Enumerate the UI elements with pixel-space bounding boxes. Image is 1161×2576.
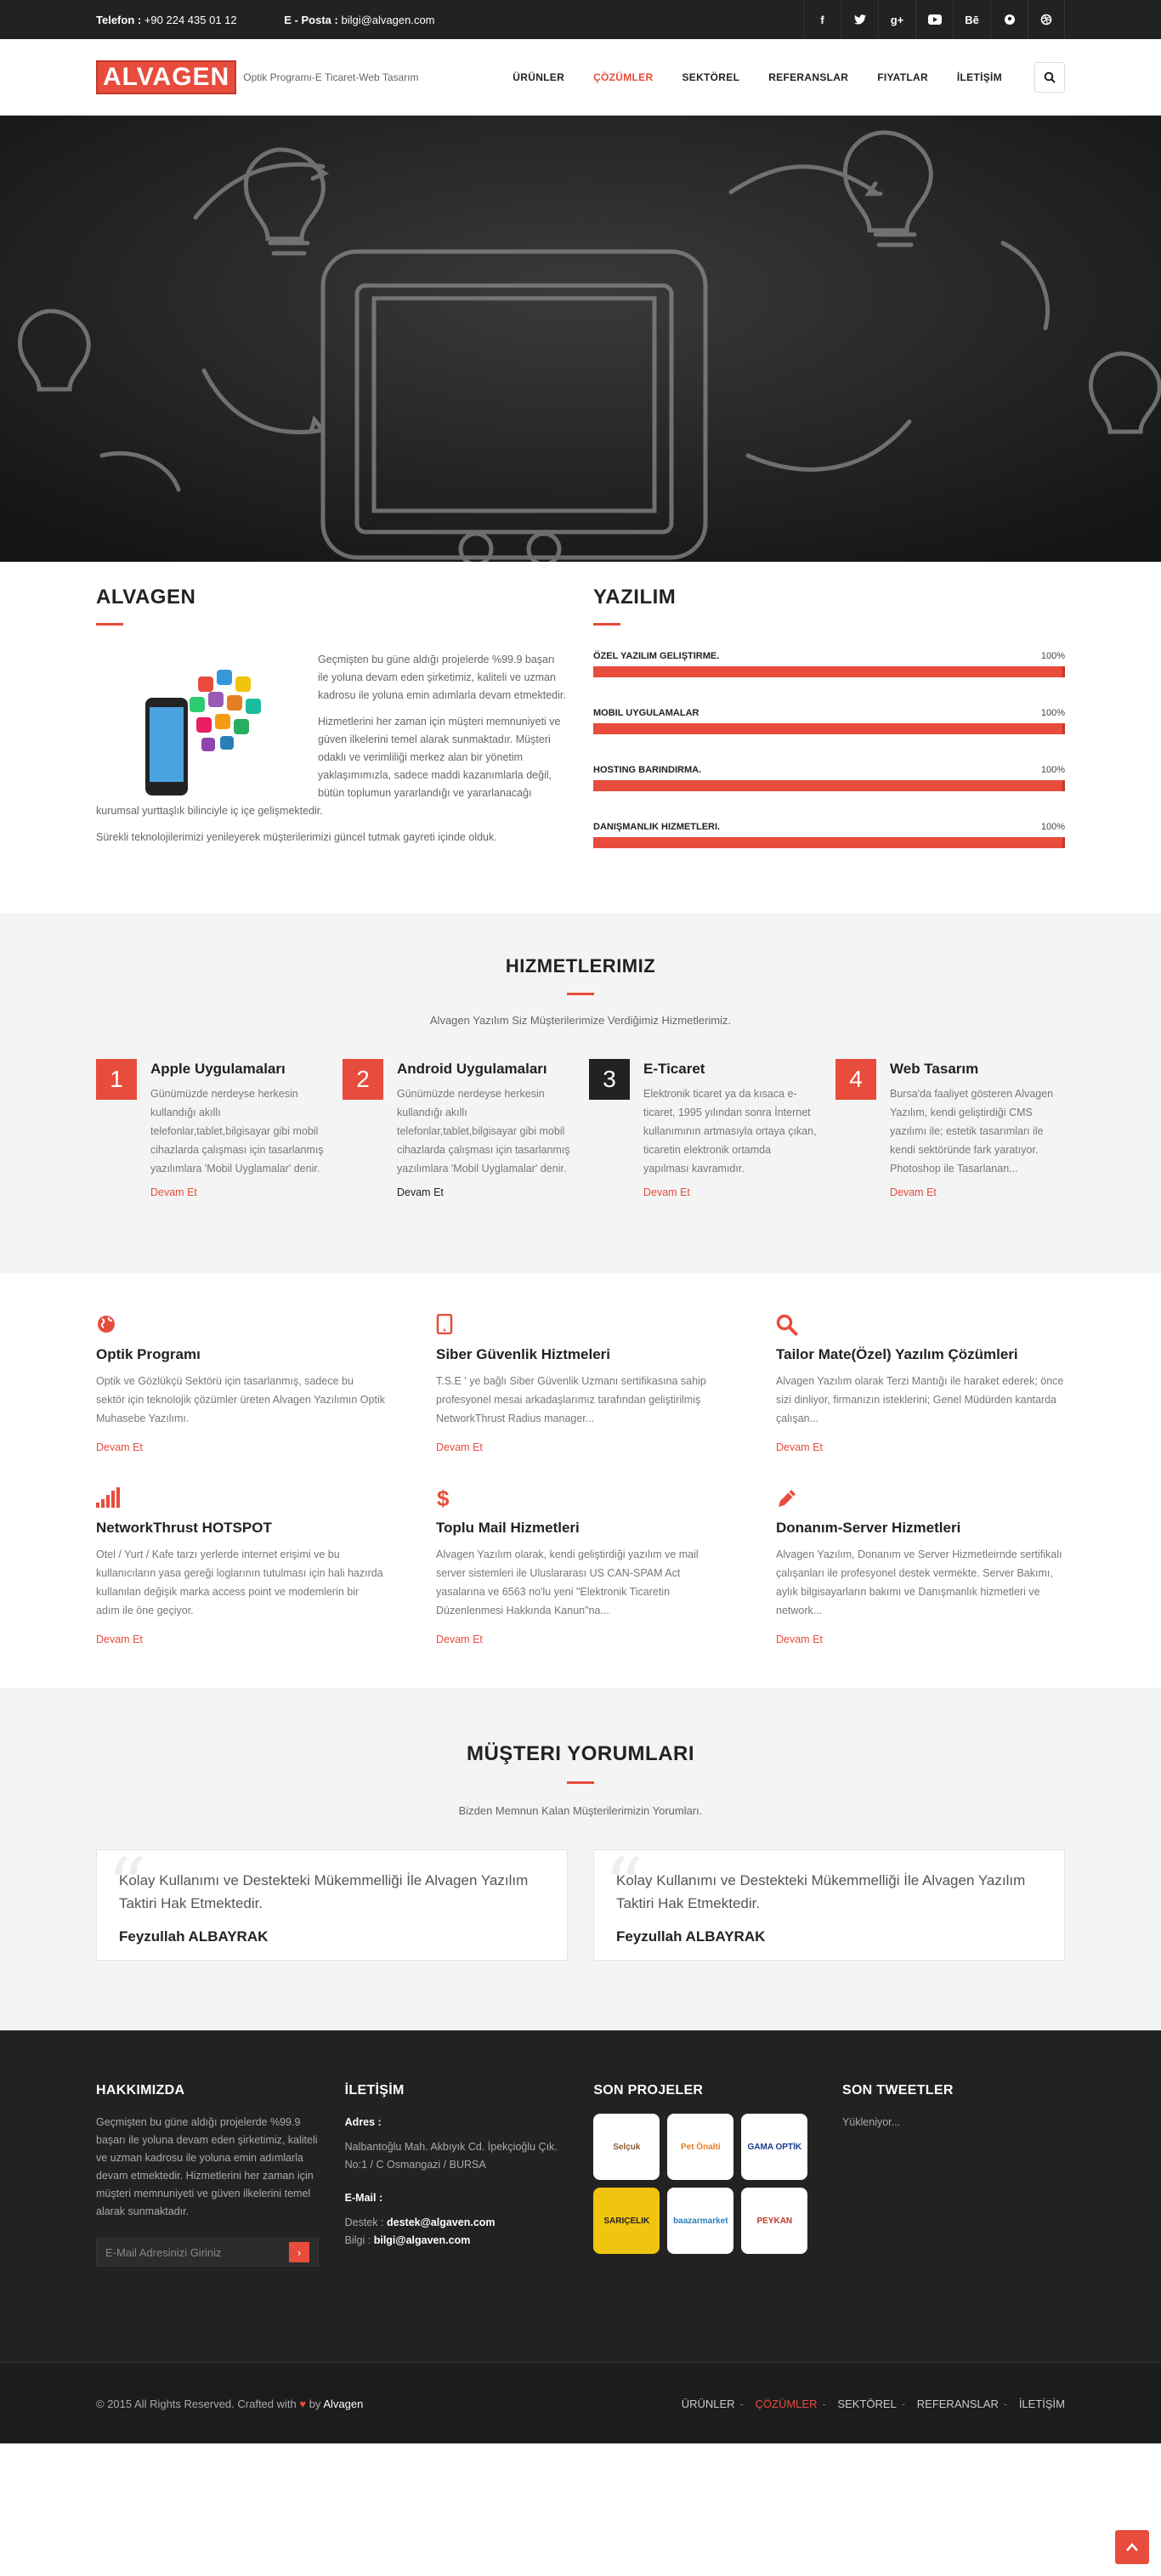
testimonial-card <box>593 1842 1065 1961</box>
svg-text:$: $ <box>437 1487 450 1509</box>
footer-link-sektorel[interactable]: SEKTÖREL <box>837 2397 897 2410</box>
about-title: ALVAGEN <box>96 586 196 609</box>
nav-item-fiyatlar[interactable]: FIYATLAR <box>877 71 928 83</box>
footer-link-iletisim[interactable]: İLETİŞİM <box>1018 2397 1065 2410</box>
feature-text: Optik ve Gözlükçü Sektörü için tasarlanmış, sadece bu sektör için teknolojik çözümler üreten Alvagen Yazılımın Optik Muhasebe Yazılımı. <box>96 1375 385 1424</box>
service-card <box>343 1059 572 1198</box>
service-number: 4 <box>835 1059 876 1100</box>
about-column <box>96 586 568 879</box>
info-email[interactable]: bilgi@algaven.com <box>373 2234 471 2246</box>
skill-item <box>593 651 1065 677</box>
footer-heading: HAKKIMIZDA <box>96 2083 185 2098</box>
address-text: Nalbantoğlu Mah. Akbıyık Cd. İpekçioğlu Çık. No:1 / C Osmangazi / BURSA <box>344 2141 558 2171</box>
skill-item <box>593 708 1065 734</box>
services-section <box>0 913 1161 1273</box>
skill-bar <box>593 723 1065 734</box>
service-title: Android Uygulamaları <box>397 1061 547 1077</box>
title-divider <box>567 993 594 995</box>
hero-chalkboard-image <box>0 116 1161 562</box>
read-more-link[interactable]: Devam Et <box>96 1441 143 1453</box>
project-thumbnail[interactable]: PEYKAN <box>741 2188 807 2254</box>
feature-item <box>96 1314 385 1453</box>
tweets-loading: Yükleniyor... <box>841 2116 901 2128</box>
project-thumbnail[interactable]: Pet Önalti <box>667 2114 733 2180</box>
software-column <box>593 586 1065 879</box>
quote-icon: “ <box>107 1842 147 1931</box>
nav-item-cozumler[interactable]: ÇÖZÜMLER <box>593 71 654 83</box>
skill-label: ÖZEL YAZILIM GELIŞTIRME. <box>593 651 720 661</box>
footer-link-cozumler[interactable]: ÇÖZÜMLER <box>755 2397 818 2410</box>
testimonials-section <box>0 1688 1161 2030</box>
newsletter-email-field[interactable] <box>96 2238 319 2267</box>
project-thumbnail[interactable]: Selçuk <box>593 2114 660 2180</box>
read-more-link[interactable]: Devam Et <box>150 1186 197 1198</box>
phone-number[interactable]: +90 224 435 01 12 <box>144 13 237 26</box>
info-label: Bilgi : <box>344 2234 371 2246</box>
read-more-link[interactable]: Devam Et <box>397 1186 444 1198</box>
feature-item <box>776 1487 1065 1645</box>
service-title: E-Ticaret <box>643 1061 705 1077</box>
title-divider <box>567 1781 594 1784</box>
skill-label: MOBIL UYGULAMALAR <box>593 708 699 718</box>
testimonial-card <box>96 1842 568 1961</box>
top-bar <box>0 0 1161 39</box>
nav-item-sektorel[interactable]: SEKTÖREL <box>682 71 740 83</box>
hero-banner <box>0 116 1161 562</box>
service-number: 1 <box>96 1059 137 1100</box>
read-more-link[interactable]: Devam Et <box>776 1441 823 1453</box>
title-divider <box>593 623 620 626</box>
software-title: YAZILIM <box>593 586 677 609</box>
testimonial-author: Feyzullah ALBAYRAK <box>119 1928 269 1945</box>
footer-heading: İLETİŞİM <box>344 2083 405 2098</box>
footer-link-urunler[interactable]: ÜRÜNLER <box>681 2397 735 2410</box>
twitter-icon[interactable] <box>841 0 878 39</box>
skill-bar <box>593 666 1065 677</box>
facebook-icon[interactable]: f <box>803 0 841 39</box>
pinterest-icon[interactable] <box>990 0 1028 39</box>
feature-title: NetworkThrust HOTSPOT <box>96 1520 272 1536</box>
newsletter-submit-button[interactable]: › <box>289 2242 309 2262</box>
footer-about-text: Geçmişten bu güne aldığı projelerde %99.9 başarı ile yoluna devam eden şirketimiz, kaliteli ve uzman kadrosu ile yoluna emin adımlarla devam etmektedir. Hizmetlerini her zaman için müşteri memnuniyeti ve güven ilkelerini temel alarak sunmaktadır. <box>96 2116 318 2217</box>
skill-item <box>593 822 1065 848</box>
signal-icon <box>96 1487 122 1508</box>
footer-nav: ÜRÜNLER - ÇÖZÜMLER - SEKTÖREL - REFERANSLAR - İLETİŞİM <box>681 2397 1065 2410</box>
read-more-link[interactable]: Devam Et <box>643 1186 690 1198</box>
service-title: Web Tasarım <box>890 1061 979 1077</box>
service-card <box>96 1059 326 1198</box>
skill-percent: 100% <box>1040 822 1065 832</box>
behance-icon[interactable]: Bē <box>953 0 990 39</box>
site-header <box>0 39 1161 116</box>
service-number: 2 <box>343 1059 383 1100</box>
address-label: Adres : <box>344 2116 382 2128</box>
feature-text: T.S.E ' ye bağlı Siber Güvenlik Uzmanı sertifikasına sahip profesyonel mesai arkadaşlarımız tarafından geliştirilmiş NetworkThrust Radius manager... <box>436 1375 706 1424</box>
testimonials-title: MÜŞTERI YORUMLARI <box>466 1742 695 1765</box>
heart-icon: ♥ <box>299 2397 307 2410</box>
globe-icon <box>96 1314 116 1334</box>
services-subtitle: Alvagen Yazılım Siz Müşterilerimize Verdiğimiz Hizmetlerimiz. <box>429 1014 732 1027</box>
footer-heading: SON PROJELER <box>593 2083 704 2098</box>
logo[interactable] <box>96 60 419 94</box>
nav-item-urunler[interactable]: ÜRÜNLER <box>513 71 565 83</box>
copyright-text: © 2015 All Rights Reserved. Crafted with <box>96 2397 297 2410</box>
testimonials-subtitle: Bizden Memnun Kalan Müşterilerimizin Yorumları. <box>458 1804 703 1817</box>
newsletter-placeholder: E-Mail Adresinizi Giriniz <box>105 2245 222 2259</box>
read-more-link[interactable]: Devam Et <box>436 1441 483 1453</box>
support-label: Destek : <box>344 2216 384 2228</box>
skill-percent: 100% <box>1040 708 1065 718</box>
footer-projects <box>593 2083 816 2267</box>
about-paragraph-3: Sürekli teknolojilerimizi yenileyerek müşterilerimizi güncel tutmak gayreti içinde olduk. <box>96 831 497 843</box>
skill-item <box>593 765 1065 791</box>
feature-text: Alvagen Yazılım olarak Terzi Mantığı ile haraket ederek; önce sizi dinliyor, firmanızın isteklerini; Genel Müdürden kantarda çalışan... <box>776 1375 1064 1424</box>
skill-bar <box>593 837 1065 848</box>
footer-tweets <box>842 2083 1065 2267</box>
about-paragraph-2: Hizmetlerini her zaman için müşteri memnuniyeti ve güven ilkelerini temel alarak sunmaktadır. Müşteri odaklı ve verimliliği merkez alan bir yönetim yaklaşımımızla, sadece maddi kazanımlarla değil, bütün toplumun yararlandığı ve yararlanacağı kurumsal yurttaşlık bilinciyle iç içe gelişmektedir. <box>96 716 561 817</box>
feature-title: Toplu Mail Hizmetleri <box>436 1520 580 1536</box>
chevron-up-icon <box>1126 2543 1138 2551</box>
support-email[interactable]: destek@algaven.com <box>387 2216 496 2228</box>
phone-label: Telefon : <box>96 13 142 26</box>
project-thumbnail[interactable]: SARIÇELIK <box>593 2188 660 2254</box>
site-footer <box>0 2030 1161 2362</box>
skill-bar <box>593 780 1065 791</box>
service-text: Günümüzde nerdeyse herkesin kullandığı akıllı telefonlar,tablet,bilgisayar gibi mobil cihazlarda çalışması için tasarlanmış yazılımlara 'Mobil Uyglamalar' denir. <box>150 1088 324 1175</box>
pencil-icon <box>776 1487 798 1509</box>
footer-contact <box>345 2083 568 2267</box>
feature-title: Siber Güvenlik Hiztmeleri <box>436 1346 611 1362</box>
feature-title: Donanım-Server Hizmetleri <box>776 1520 961 1536</box>
feature-item <box>96 1487 385 1645</box>
about-paragraph-1: Geçmişten bu güne aldığı projelerde %99.9 başarı ile yoluna devam eden şirketimiz, kaliteli ve uzman kadrosu ile yoluna emin adımlarla devam etmektedir. <box>318 654 566 701</box>
title-divider <box>96 623 123 626</box>
feature-text: Alvagen Yazılım olarak, kendi geliştirdiği yazılım ve mail server sistemleri ile Uluslararası US CAN-SPAM Act yasalarına ve 6563 no'lu yeni "Elektronik Ticaretin Düzenlenmesi Hakkında Kanun"na... <box>436 1548 699 1616</box>
feature-text: Alvagen Yazılım, Donanım ve Server Hizmetleirnde sertifikalı çalışanları ile profesyonel destek vermekte. Server Bakımı, aylık bilgisayarların bakımı ve Danışmanlık hizmetleri ve network... <box>776 1548 1062 1616</box>
project-thumbnail[interactable]: baazarmarket <box>667 2188 733 2254</box>
contact-info <box>96 14 479 26</box>
services-title: HIZMETLERIMIZ <box>505 955 656 977</box>
service-card <box>835 1059 1065 1198</box>
tablet-icon <box>436 1314 453 1334</box>
bottom-bar <box>0 2362 1161 2443</box>
email-address[interactable]: bilgi@alvagen.com <box>341 13 435 26</box>
service-number: 3 <box>589 1059 630 1100</box>
feature-text: Otel / Yurt / Kafe tarzı yerlerde internet erişimi ve bu kullanıcıların yasa gereği loglarının tutulması için hali hazırda kullanılan değişik marka access point ve modemlerin bir adım ile öne geçiyor. <box>96 1548 383 1616</box>
feature-title: Tailor Mate(Özel) Yazılım Çözümleri <box>776 1346 1018 1362</box>
main-nav <box>484 62 1065 93</box>
skill-label: DANIŞMANLIK HIZMETLERI. <box>593 822 721 832</box>
email-label: E-Mail : <box>344 2192 383 2204</box>
nav-item-iletisim[interactable]: İLETİŞİM <box>956 71 1002 83</box>
youtube-icon[interactable] <box>915 0 953 39</box>
skill-label: HOSTING BARINDIRMA. <box>593 765 702 775</box>
copyright <box>96 2398 363 2410</box>
project-thumbnail[interactable]: GAMA OPTİK <box>741 2114 807 2180</box>
service-card <box>589 1059 818 1198</box>
dollar-icon <box>436 1487 451 1509</box>
testimonial-author: Feyzullah ALBAYRAK <box>616 1928 766 1945</box>
testimonial-quote: Kolay Kullanımı ve Destekteki Mükemmelliği İle Alvagen Yazılım Taktiri Hak Etmektedir. <box>119 1872 529 1911</box>
search-icon <box>1044 71 1056 83</box>
google-plus-icon[interactable]: g+ <box>878 0 915 39</box>
logo-tagline: Optik Programı-E Ticaret-Web Tasarım <box>243 71 419 83</box>
smartphone-apps-image <box>96 651 313 800</box>
quote-icon: “ <box>604 1842 644 1931</box>
email-label: E - Posta : <box>284 13 338 26</box>
feature-item <box>436 1314 725 1453</box>
read-more-link[interactable]: Devam Et <box>436 1633 483 1645</box>
copyright-brand[interactable]: Alvagen <box>323 2397 364 2410</box>
footer-heading: SON TWEETLER <box>841 2083 954 2098</box>
skill-percent: 100% <box>1040 651 1065 661</box>
dribbble-icon[interactable] <box>1028 0 1065 39</box>
skill-percent: 100% <box>1040 765 1065 775</box>
feature-item <box>436 1487 725 1645</box>
search-button[interactable] <box>1034 62 1065 93</box>
search-icon <box>776 1314 798 1336</box>
footer-link-referanslar[interactable]: REFERANSLAR <box>916 2397 999 2410</box>
social-links <box>803 0 1065 39</box>
logo-mark: ALVAGEN <box>96 60 236 94</box>
back-to-top-button[interactable] <box>1115 2530 1149 2564</box>
service-text: Bursa'da faaliyet gösteren Alvagen Yazılım, kendi geliştirdiği CMS yazılımı ile; estetik tasarımları ile kendi sektöründe fark yaratıyor. Photoshop ile Tasarlanan... <box>890 1088 1054 1175</box>
nav-item-referanslar[interactable]: REFERANSLAR <box>768 71 849 83</box>
service-title: Apple Uygulamaları <box>150 1061 286 1077</box>
service-text: Elektronik ticaret ya da kısaca e-ticaret, 1995 yılından sonra İnternet kullanımının artmasıyla ortaya çıkan, ticaretin elektronik ortamda yapılması kavramıdır. <box>643 1088 817 1175</box>
service-text: Günümüzde nerdeyse herkesin kullandığı akıllı telefonlar,tablet,bilgisayar gibi mobil cihazlarda çalışması için tasarlanmış yazılımlara 'Mobil Uyglamalar' denir. <box>397 1088 570 1175</box>
about-section <box>0 562 1161 913</box>
copyright-by: by <box>309 2397 321 2410</box>
feature-title: Optik Programı <box>96 1346 201 1362</box>
about-text <box>96 651 568 846</box>
feature-item <box>776 1314 1065 1453</box>
footer-about <box>96 2083 319 2267</box>
read-more-link[interactable]: Devam Et <box>890 1186 937 1198</box>
testimonial-quote: Kolay Kullanımı ve Destekteki Mükemmelliği İle Alvagen Yazılım Taktiri Hak Etmektedir. <box>616 1872 1026 1911</box>
features-section <box>0 1273 1161 1688</box>
read-more-link[interactable]: Devam Et <box>776 1633 823 1645</box>
read-more-link[interactable]: Devam Et <box>96 1633 143 1645</box>
